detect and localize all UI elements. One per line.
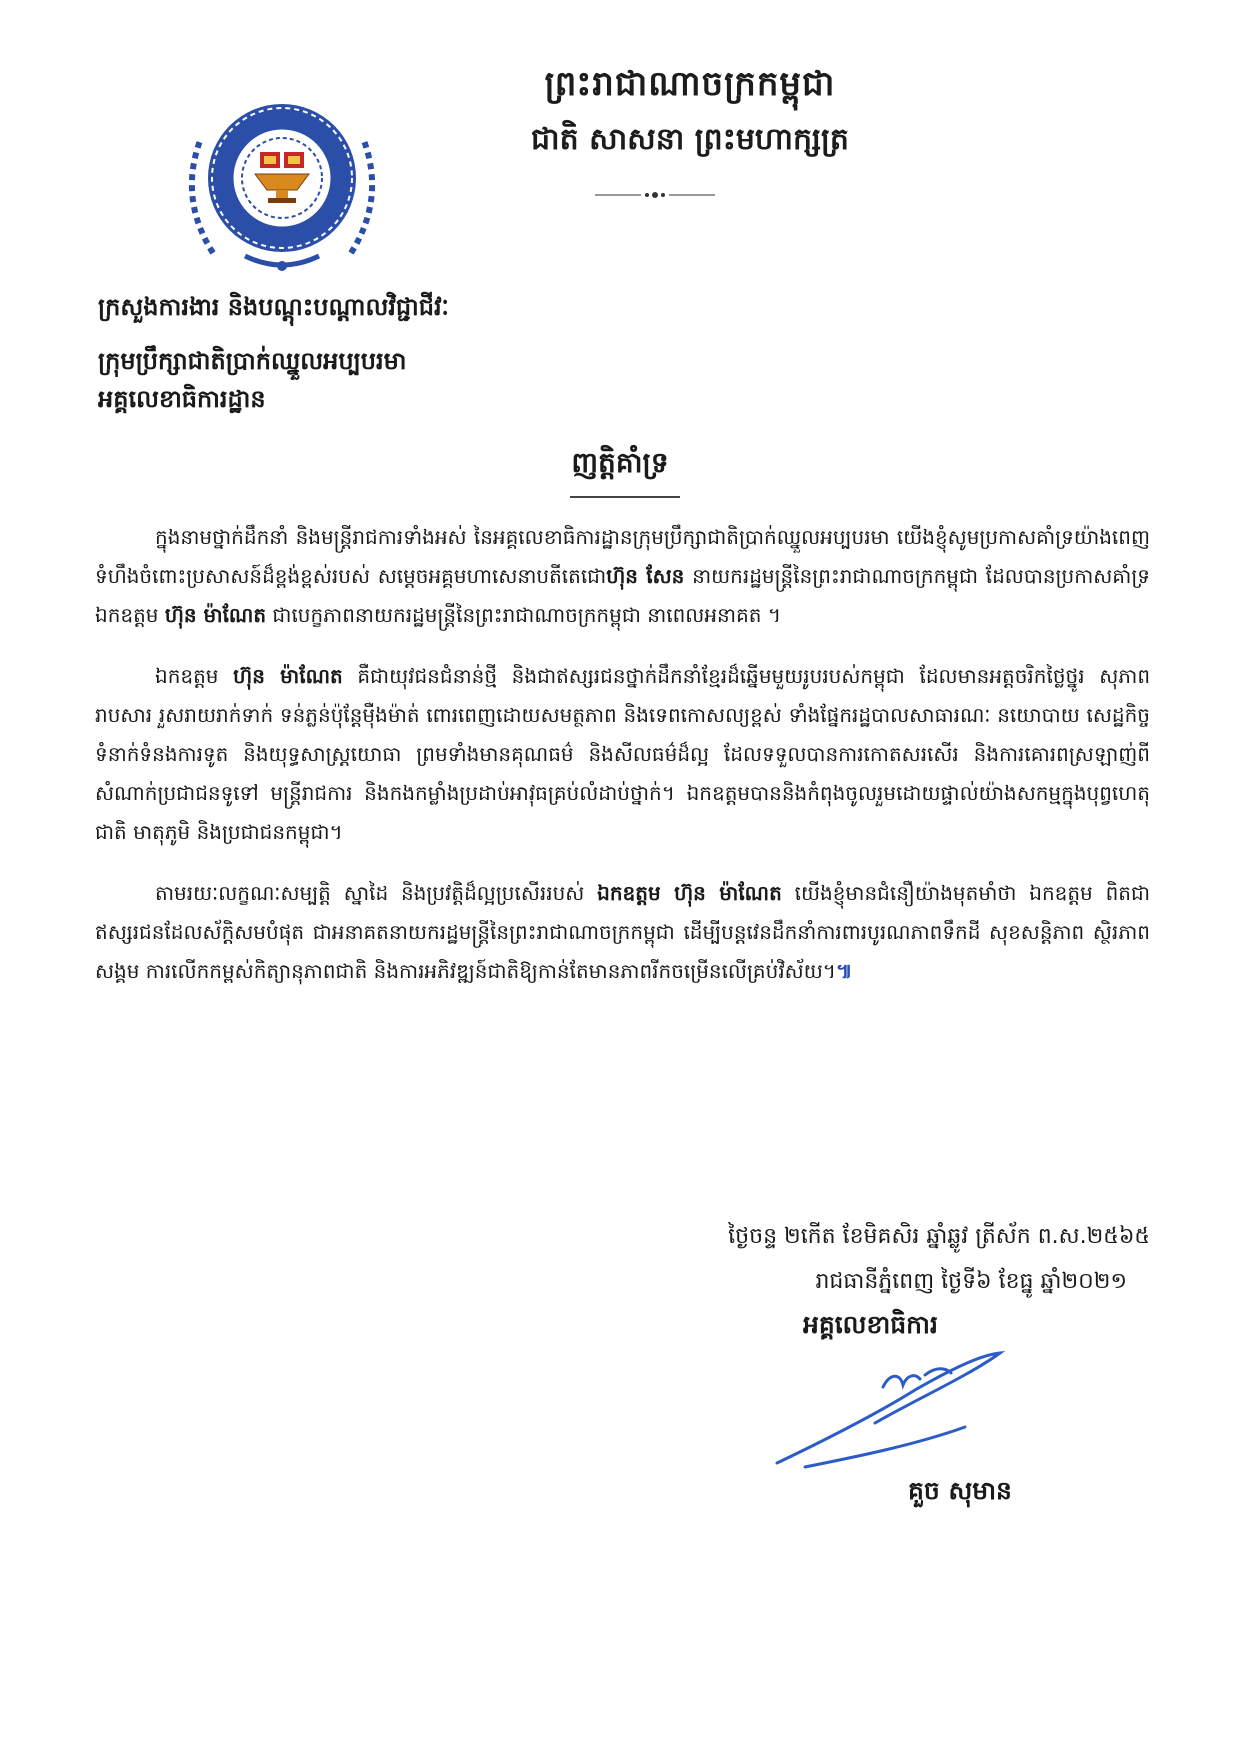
document-body <box>95 518 1150 1013</box>
place-and-date: រាជធានីភ្នំពេញ ថ្ងៃទី៦ ខែធ្នូ ឆ្នាំ២០២១ <box>815 1269 1127 1294</box>
paragraph-3-text-a: តាមរយៈលក្ខណៈសម្បត្តិ ស្នាដៃ និងប្រវត្តិដ៏ល្អប្រសើររបស់ <box>155 881 598 905</box>
paragraph-3-name-hun-manet: ឯកឧត្តម ហ៊ុន ម៉ាណែត <box>597 881 782 905</box>
paragraph-2-name-hun-manet: ហ៊ុន ម៉ាណែត <box>233 664 343 688</box>
paragraph-2-text-c: គឺជាយុវជនជំនាន់ថ្មី និងជាឥស្សរជនថ្នាក់ដឹកនាំខ្មែរដ៏ឆ្នើមមួយរូបរបស់កម្ពុជា ដែលមានអត្តចរិកថ្លៃថ្នូរ សុភាពរាបសារ រួសរាយរាក់ទាក់ ទន់ភ្លន់ប៉ុន្តែម៉ឺងម៉ាត់ ពោរពេញដោយសមត្ថភាព និងទេពកោសល្យខ្ពស់ ទាំងផ្នែករដ្ឋបាលសាធារណៈ នយោបាយ សេដ្ឋកិច្ច ទំនាក់ទំនងការទូត និងយុទ្ធសាស្ត្រយោធា ព្រមទាំងមានគុណធម៌ និងសីលធម៌ដ៏ល្អ ដែលទទួលបានការកោតសរសើរ និងការគោរពស្រឡាញ់ពីសំណាក់ប្រជាជនទូទៅ មន្ត្រីរាជការ និងកងកម្លាំងប្រដាប់អាវុធគ្រប់លំដាប់ថ្នាក់។ ឯកឧត្តមបាននិងកំពុងចូលរួមដោយផ្ទាល់យ៉ាងសកម្មក្នុងបុព្វហេតុជាតិ មាតុភូមិ និងប្រជាជនកម្ពុជា។ <box>95 664 1151 844</box>
ministry-name: ក្រសួងការងារ និងបណ្តុះបណ្តាលវិជ្ជាជីវៈ <box>98 293 449 321</box>
paragraph-1-text-c: នាយករដ្ឋមន្ត្រីនៃព្រះរាជាណាចក្រកម្ពុជា ដែលបានប្រកាសគាំទ្រ ឯកឧត្តម <box>95 564 1150 627</box>
signer-name: គួច សុមាន <box>908 1476 1012 1505</box>
signature-icon <box>765 1345 1015 1475</box>
council-name: ក្រុមប្រឹក្សាជាតិប្រាក់ឈ្នួលអប្បបរមា <box>98 347 407 375</box>
paragraph-2-text-a: ឯកឧត្តម <box>155 664 234 688</box>
ministry-seal-icon <box>173 78 391 288</box>
paragraph-1 <box>95 518 1150 635</box>
paragraph-2 <box>95 657 1150 852</box>
paragraph-3-text-c: យើងខ្ញុំមានជំនឿយ៉ាងមុតមាំថា ឯកឧត្តម ពិតជាឥស្សរជនដែលស័ក្តិសមបំផុត ជាអនាគតនាយករដ្ឋមន្ត្រីនៃព្រះរាជាណាចក្រកម្ពុជា ដើម្បីបន្តវេនដឹកនាំការពារបូរណភាពទឹកដី សុខសន្តិភាព ស្ថិរភាពសង្គម ការលើកកម្ពស់កិត្យានុភាពជាតិ និងការអភិវឌ្ឍន៍ជាតិឱ្យកាន់តែមានភាពរីកចម្រើនលើគ្រប់វិស័យ។ <box>95 881 1151 983</box>
signer-title: អគ្គលេខាធិការ <box>803 1310 938 1339</box>
lunar-date: ថ្ងៃចន្ទ ២កើត ខែមិគសិរ ឆ្នាំឆ្លូវ ត្រីស័ក ព.ស.២៥៦៥ <box>728 1224 1150 1249</box>
secretariat-name: អគ្គលេខាធិការដ្ឋាន <box>98 385 266 413</box>
paragraph-1-text-e: ជាបេក្ខភាពនាយករដ្ឋមន្ត្រីនៃព្រះរាជាណាចក្រកម្ពុជា នាពេលអនាគត ។ <box>266 603 782 627</box>
kingdom-heading: ព្រះរាជាណាចក្រកម្ពុជា <box>544 64 836 104</box>
end-mark: ៕ <box>835 959 853 983</box>
document-title: ញត្តិគាំទ្រ <box>571 446 669 479</box>
paragraph-3 <box>95 874 1150 991</box>
national-motto: ជាតិ សាសនា ព្រះមហាក្សត្រ <box>531 122 849 157</box>
title-underline <box>570 496 680 498</box>
ornament-divider-icon <box>595 190 715 200</box>
paragraph-1-text-a: ក្នុងនាមថ្នាក់ដឹកនាំ និងមន្ត្រីរាជការទាំងអស់ នៃអគ្គលេខាធិការដ្ឋានក្រុមប្រឹក្សាជាតិប្រាក់ឈ្នួលអប្បបរមា យើងខ្ញុំសូមប្រកាសគាំទ្រយ៉ាងពេញទំហឹងចំពោះប្រសាសន៍ដ៏ខ្ពង់ខ្ពស់របស់ សម្តេចអគ្គមហាសេនាបតីតេជោ <box>95 525 1150 588</box>
paragraph-1-name-hun-manet: ហ៊ុន ម៉ាណែត <box>164 603 267 627</box>
paragraph-1-name-hun-sen: ហ៊ុន សែន <box>606 564 685 588</box>
